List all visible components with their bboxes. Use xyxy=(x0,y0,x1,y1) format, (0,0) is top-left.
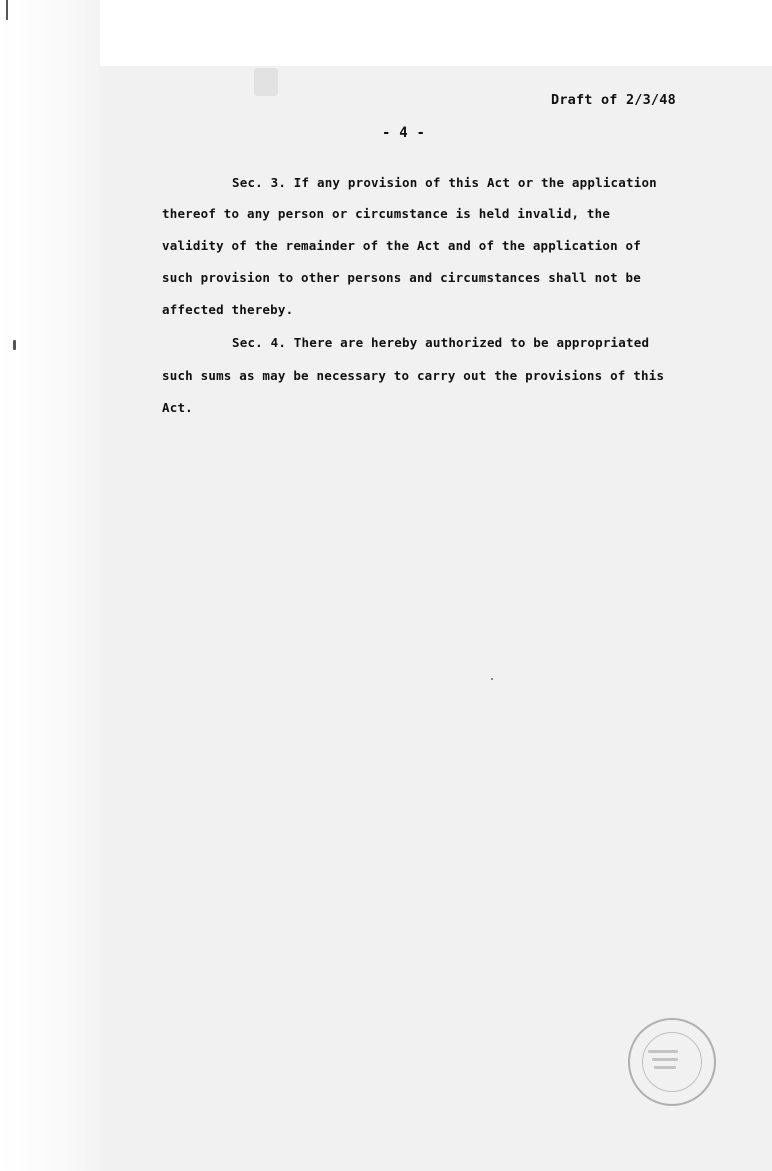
section-3-line-1: Sec. 3. If any provision of this Act or the application xyxy=(232,175,657,190)
smudge-mark xyxy=(254,68,278,96)
seal-text-line xyxy=(652,1058,678,1061)
margin-mark xyxy=(13,340,16,350)
seal-inner-ring xyxy=(642,1032,702,1092)
section-3-line-4: such provision to other persons and circumstances shall not be xyxy=(162,270,641,285)
ink-speck xyxy=(491,678,493,680)
page-number: - 4 - xyxy=(382,125,426,141)
section-3-line-3: validity of the remainder of the Act and of the application of xyxy=(162,238,641,253)
draft-date-label: Draft of 2/3/48 xyxy=(551,92,676,108)
seal-text-line xyxy=(654,1066,676,1069)
scan-left-margin xyxy=(0,0,100,1171)
section-4-line-1: Sec. 4. There are hereby authorized to be appropriated xyxy=(232,335,650,350)
corner-mark xyxy=(6,0,8,20)
scan-top-margin xyxy=(0,0,772,66)
seal-text-line xyxy=(648,1050,678,1053)
section-3-line-5: affected thereby. xyxy=(162,302,294,317)
section-4-line-2: such sums as may be necessary to carry out the provisions of this xyxy=(162,368,665,383)
paper-sheet xyxy=(100,66,772,1171)
section-3-line-2: thereof to any person or circumstance is held invalid, the xyxy=(162,206,611,221)
library-seal-icon xyxy=(628,1018,716,1106)
section-4-line-3: Act. xyxy=(162,400,193,415)
